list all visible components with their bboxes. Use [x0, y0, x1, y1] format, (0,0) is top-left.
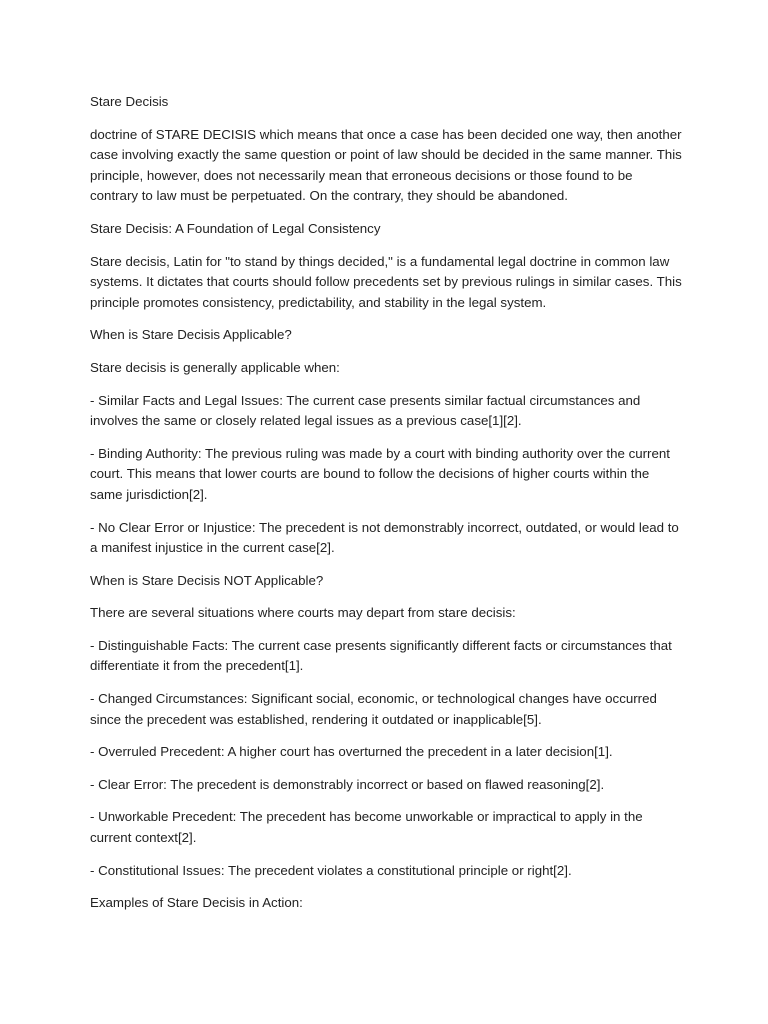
section-heading-foundation: Stare Decisis: A Foundation of Legal Consistency	[90, 220, 381, 236]
list-item-binding-authority: - Binding Authority: The previous ruling was made by a court with binding authority over the current court. This means that lower courts are bound to follow the decisions of higher courts within the same jurisdiction[2].	[90, 445, 670, 502]
list-item-unworkable-precedent: - Unworkable Precedent: The precedent has become unworkable or impractical to apply in the current context[2].	[90, 809, 643, 846]
section-heading-applicable: When is Stare Decisis Applicable?	[90, 327, 292, 343]
paragraph-latin-meaning: Stare decisis, Latin for "to stand by things decided," is a fundamental legal doctrine in common law systems. It dictates that courts should follow precedents set by previous rulings in similar cases. This principle promotes consistency, predictability, and stability in the legal system.	[90, 253, 682, 310]
document-page	[90, 92, 682, 926]
paragraph-doctrine-definition: doctrine of STARE DECISIS which means that once a case has been decided one way, then another case involving exactly the same question or point of law should be decided in the same manner. This principle, however, does not necessarily mean that erroneous decisions or those found to be contrary to law must be perpetuated. On the contrary, they should be abandoned.	[90, 126, 682, 204]
paragraph-applicable-intro: Stare decisis is generally applicable when:	[90, 359, 340, 375]
list-item-no-clear-error: - No Clear Error or Injustice: The precedent is not demonstrably incorrect, outdated, or would lead to a manifest injustice in the current case[2].	[90, 519, 679, 556]
list-item-overruled-precedent: - Overruled Precedent: A higher court has overturned the precedent in a later decision[1].	[90, 744, 613, 760]
section-heading-not-applicable: When is Stare Decisis NOT Applicable?	[90, 572, 324, 588]
paragraph-not-applicable-intro: There are several situations where courts may depart from stare decisis:	[90, 605, 516, 621]
list-item-distinguishable-facts: - Distinguishable Facts: The current case presents significantly different facts or circumstances that differentiate it from the precedent[1].	[90, 637, 672, 674]
document-title: Stare Decisis	[90, 94, 169, 109]
list-item-similar-facts: - Similar Facts and Legal Issues: The current case presents similar factual circumstances and involves the same or closely related legal issues as a previous case[1][2].	[90, 392, 641, 429]
section-heading-examples: Examples of Stare Decisis in Action:	[90, 895, 303, 911]
list-item-changed-circumstances: - Changed Circumstances: Significant social, economic, or technological changes have occurred since the precedent was established, rendering it outdated or inapplicable[5].	[90, 691, 657, 727]
list-item-clear-error: - Clear Error: The precedent is demonstrably incorrect or based on flawed reasoning[2].	[90, 776, 605, 792]
list-item-constitutional-issues: - Constitutional Issues: The precedent violates a constitutional principle or right[2].	[90, 862, 572, 878]
